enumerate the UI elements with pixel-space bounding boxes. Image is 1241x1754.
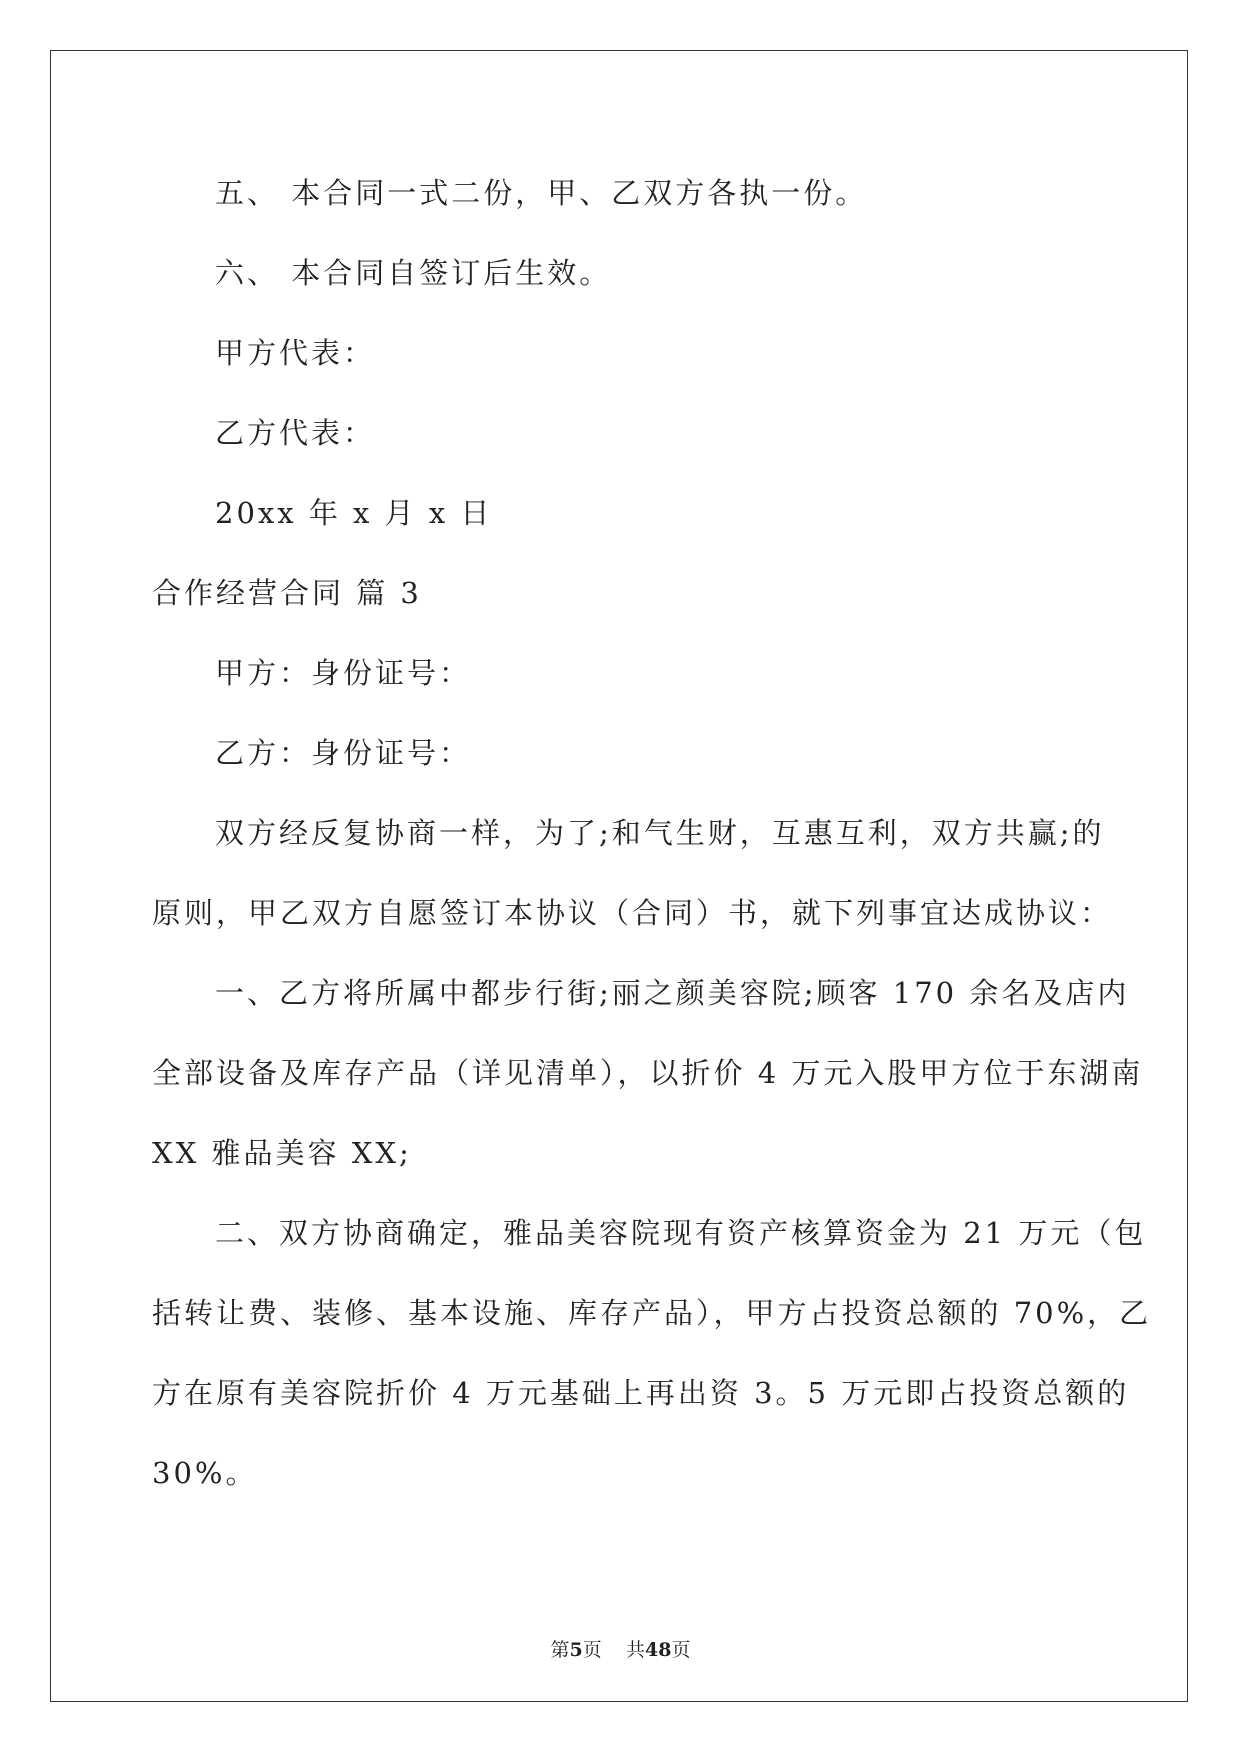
party-a-id: 甲方：身份证号：	[215, 656, 472, 690]
party-b-representative: 乙方代表：	[215, 416, 376, 450]
footer-total-suffix: 页	[671, 1639, 691, 1661]
section-title: 合作经营合同 篇 3	[152, 576, 422, 610]
clause-six: 六、 本合同自签订后生效。	[215, 256, 612, 290]
article-two-line-1: 二、双方协商确定，雅品美容院现有资产核算资金为 21 万元（包	[215, 1216, 1147, 1250]
article-one-line-3: XX 雅品美容 XX;	[152, 1136, 412, 1170]
article-one-line-2: 全部设备及库存产品（详见清单），以折价 4 万元入股甲方位于东湖南	[152, 1056, 1144, 1090]
signing-date: 20xx 年 x 月 x 日	[215, 496, 493, 530]
article-two-line-2: 括转让费、装修、基本设施、库存产品），甲方占投资总额的 70%，乙	[152, 1296, 1152, 1330]
page-footer	[0, 1638, 1241, 1662]
party-a-representative: 甲方代表：	[215, 336, 376, 370]
footer-prefix: 第	[550, 1639, 570, 1661]
current-page-number: 5	[569, 1639, 583, 1661]
total-page-count: 48	[644, 1639, 672, 1661]
preamble-line-1: 双方经反复协商一样，为了;和气生财，互惠互利，双方共赢;的	[215, 816, 1105, 850]
article-two-line-3: 方在原有美容院折价 4 万元基础上再出资 3。5 万元即占投资总额的	[152, 1376, 1130, 1410]
footer-total-prefix: 共	[625, 1639, 645, 1661]
party-b-id: 乙方：身份证号：	[215, 736, 472, 770]
article-two-line-4: 30%。	[152, 1456, 258, 1490]
article-one-line-1: 一、乙方将所属中都步行街;丽之颜美容院;顾客 170 余名及店内	[215, 976, 1130, 1010]
preamble-line-2: 原则，甲乙双方自愿签订本协议（合同）书，就下列事宜达成协议：	[152, 896, 1113, 930]
clause-five: 五、 本合同一式二份，甲、乙双方各执一份。	[215, 176, 868, 210]
footer-page-suffix: 页	[582, 1639, 602, 1661]
